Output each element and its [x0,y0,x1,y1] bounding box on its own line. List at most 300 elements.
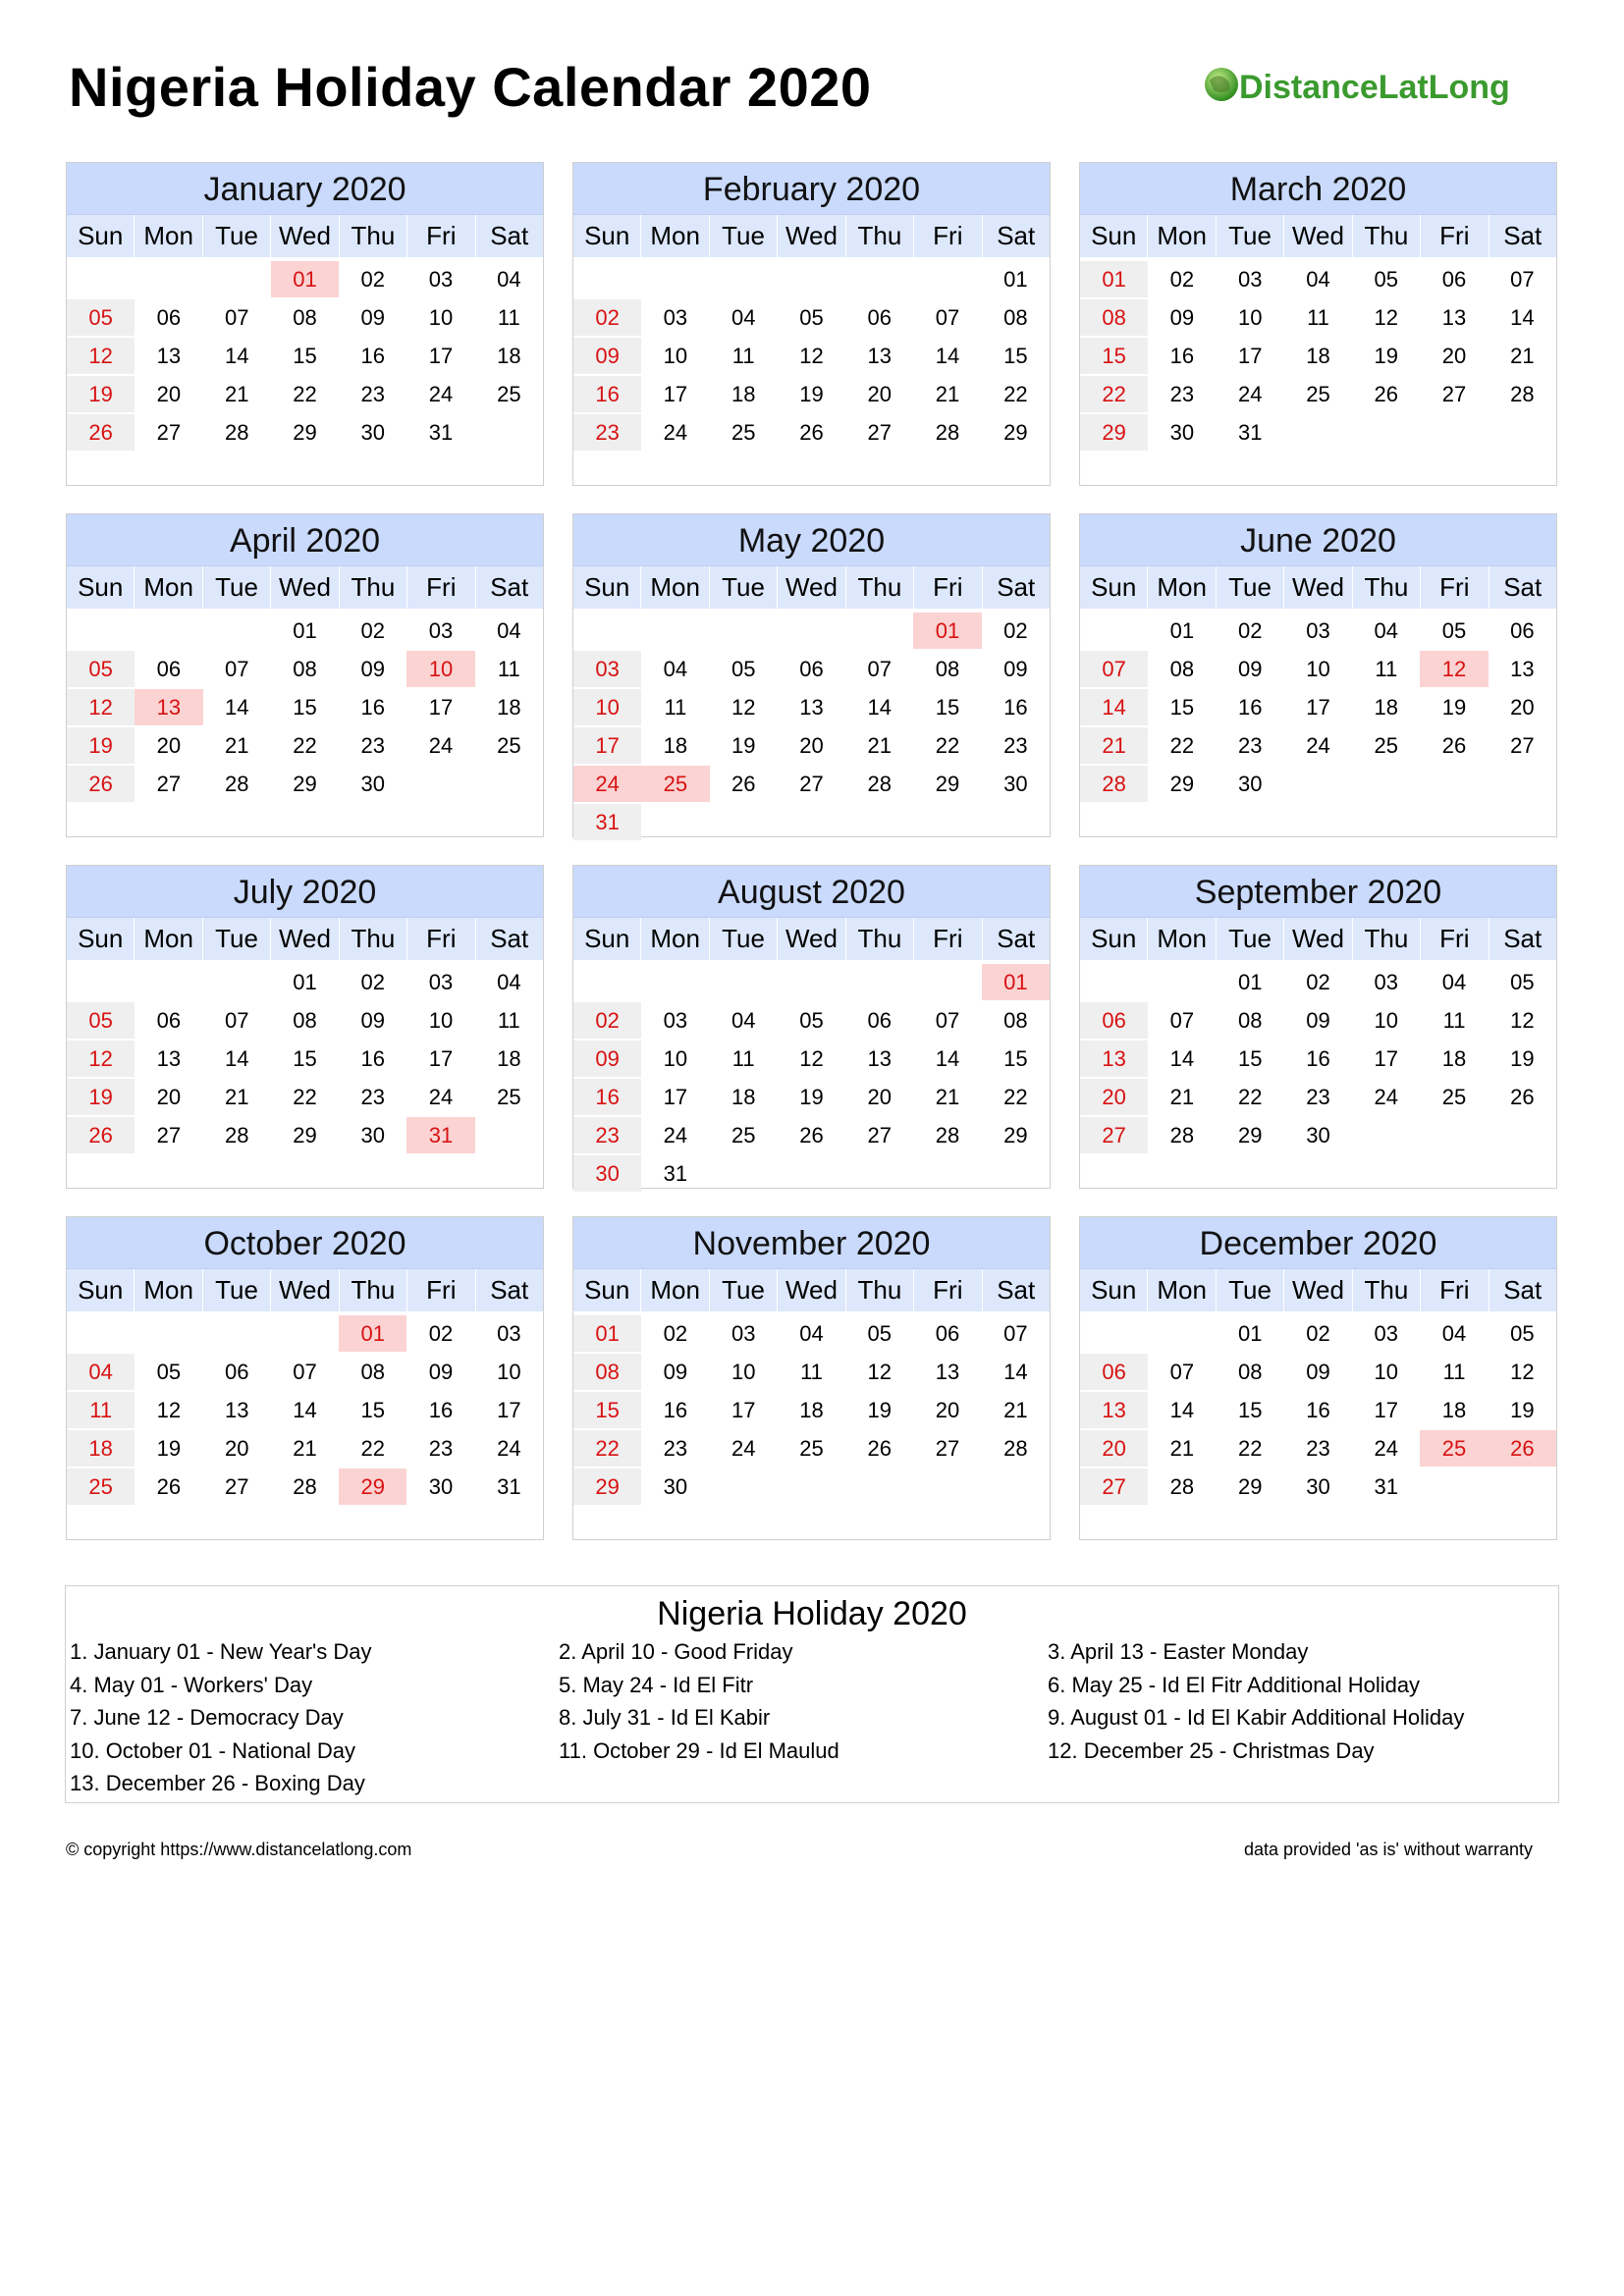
day-cell: 30 [573,1155,641,1192]
week-row [1080,1468,1556,1507]
day-cell: 05 [67,651,135,687]
weekday-label: Fri [1420,1269,1488,1311]
day-cell: 12 [1510,1360,1535,1384]
holiday-list [66,1635,1558,1800]
day-cell: 17 [428,344,454,368]
day-cell: 18 [497,695,521,720]
day-cell: 31 [1237,420,1263,445]
day-cell: 24 [1374,1085,1398,1109]
weekday-label: Tue [202,566,270,609]
day-cell: 21 [1080,727,1148,764]
day-cell: 04 [1306,267,1330,292]
day-cell: 20 [156,382,182,406]
day-cell [135,1315,202,1352]
day-cell [913,1155,981,1192]
day-cell: 29 [1003,420,1028,445]
day-cell: 01 [1080,261,1148,297]
day-cell: 14 [867,695,892,720]
day-cell: 07 [1169,1008,1195,1033]
day-cell: 24 [497,1436,521,1461]
day-cell [1284,414,1352,451]
weekday-label: Sat [1489,1269,1556,1311]
day-cell: 22 [573,1430,641,1467]
day-cell: 12 [1374,305,1398,330]
month-calendar [572,162,1051,486]
week-row [1080,1079,1556,1117]
day-cell: 17 [731,1398,756,1422]
day-cell: 18 [67,1430,135,1467]
day-cell: 18 [731,382,756,406]
day-cell [1352,414,1420,451]
week-row [67,1315,543,1354]
weekday-label: Tue [709,1269,777,1311]
holiday-list-item: 6. May 25 - Id El Fitr Additional Holiday [1048,1672,1421,1697]
day-cell: 14 [935,344,960,368]
day-cell: 12 [1510,1008,1535,1033]
day-cell: 24 [1237,382,1263,406]
day-cell [641,613,709,649]
day-cell [1284,766,1352,802]
day-cell [1489,766,1556,802]
day-cell [845,964,913,1000]
day-cell: 20 [156,733,182,758]
weekday-label: Tue [1216,918,1283,960]
weekday-header-row [67,917,543,960]
day-cell: 24 [731,1436,756,1461]
holiday-day-cell: 01 [339,1315,406,1352]
day-cell [135,613,202,649]
day-cell: 04 [1374,618,1398,643]
day-cell: 12 [67,689,135,725]
weekday-label: Sun [584,572,630,602]
day-cell [913,804,981,840]
weekday-label: Wed [777,566,844,609]
day-cell [203,613,271,649]
day-cell: 26 [156,1474,182,1499]
day-cell: 06 [156,1008,182,1033]
day-cell: 29 [1080,414,1148,451]
day-cell: 09 [1237,657,1263,681]
day-cell: 06 [224,1360,249,1384]
day-cell: 13 [156,1046,182,1071]
day-cell: 15 [1169,695,1195,720]
weekday-label: Tue [202,918,270,960]
day-cell: 23 [1306,1085,1330,1109]
week-row [67,1079,543,1117]
weekday-label: Sun [584,221,630,250]
day-cell: 22 [360,1436,385,1461]
day-cell: 07 [1080,651,1148,687]
week-row [1080,1315,1556,1354]
day-cell: 05 [1510,1321,1535,1346]
day-cell: 09 [573,1041,641,1077]
day-cell: 06 [1510,618,1535,643]
week-row [573,1315,1050,1354]
weekday-label: Thu [339,215,406,257]
day-cell: 16 [360,1046,385,1071]
week-row [67,261,543,299]
day-cell: 14 [224,344,249,368]
day-cell: 04 [1441,970,1467,994]
day-cell: 12 [156,1398,182,1422]
weekday-header-row [67,565,543,609]
week-row [573,727,1050,766]
day-cell: 04 [731,1008,756,1033]
day-cell: 07 [935,1008,960,1033]
day-cell: 12 [867,1360,892,1384]
day-cell: 04 [497,267,521,292]
day-cell: 06 [156,305,182,330]
day-cell: 27 [156,420,182,445]
weekday-label: Thu [845,1269,913,1311]
day-cell: 27 [867,420,892,445]
weekday-label: Mon [1147,215,1215,257]
week-row [67,1430,543,1468]
day-cell: 02 [360,970,385,994]
day-cell: 21 [224,1085,249,1109]
day-cell: 06 [1441,267,1467,292]
month-calendar [1079,1216,1557,1540]
day-cell: 18 [1374,695,1398,720]
weekday-label: Mon [134,918,201,960]
week-row [1080,689,1556,727]
weekday-header-row [1080,1268,1556,1311]
week-row [1080,1430,1556,1468]
week-row [1080,613,1556,651]
day-cell: 13 [1080,1041,1148,1077]
week-row [1080,727,1556,766]
week-row [1080,766,1556,804]
day-cell: 05 [67,299,135,336]
month-calendar [572,1216,1051,1540]
day-cell [982,1155,1050,1192]
day-cell [1489,1117,1556,1153]
day-cell: 13 [1510,657,1535,681]
day-cell [845,261,913,297]
weekday-label: Tue [1216,566,1283,609]
month-title: September 2020 [1080,866,1556,917]
day-cell: 03 [428,267,454,292]
day-cell: 19 [67,727,135,764]
day-cell [475,1117,543,1153]
day-cell: 29 [573,1468,641,1505]
day-cell: 15 [1237,1046,1263,1071]
day-cell: 02 [428,1321,454,1346]
day-cell: 23 [1169,382,1195,406]
month-title: January 2020 [67,163,543,214]
holiday-day-cell: 29 [339,1468,406,1505]
day-cell: 26 [799,420,824,445]
day-cell: 31 [497,1474,521,1499]
day-cell: 13 [867,1046,892,1071]
week-row [1080,1002,1556,1041]
day-cell: 13 [1441,305,1467,330]
weekday-label: Sat [475,215,543,257]
holiday-day-cell: 26 [1489,1430,1556,1467]
day-cell: 15 [1237,1398,1263,1422]
day-cell: 15 [1080,338,1148,374]
weekday-label: Thu [1352,918,1420,960]
weekday-header-row [67,214,543,257]
day-cell: 20 [1080,1430,1148,1467]
day-cell: 09 [1306,1360,1330,1384]
day-cell: 26 [867,1436,892,1461]
day-cell: 09 [573,338,641,374]
day-cell [1352,766,1420,802]
month-calendar [572,513,1051,837]
day-cell: 05 [1510,970,1535,994]
day-cell: 20 [1441,344,1467,368]
day-cell: 11 [497,657,520,681]
day-cell [1489,414,1556,451]
holiday-list-item: 12. December 25 - Christmas Day [1048,1737,1375,1763]
day-cell: 21 [224,733,249,758]
weekday-label: Mon [1147,1269,1215,1311]
weekday-label: Tue [1216,215,1283,257]
day-cell: 05 [799,305,824,330]
week-row [67,338,543,376]
day-cell: 20 [867,1085,892,1109]
week-row [573,1468,1050,1507]
day-cell: 16 [1003,695,1028,720]
day-cell: 08 [1080,299,1148,336]
week-row [573,1117,1050,1155]
weekday-label: Wed [270,918,338,960]
day-cell [1148,1315,1216,1352]
day-cell: 04 [799,1321,824,1346]
day-cell: 21 [935,382,960,406]
weekday-label: Sun [1091,1275,1137,1305]
day-cell: 18 [1441,1398,1467,1422]
month-title: May 2020 [573,514,1050,565]
day-cell: 10 [1374,1008,1398,1033]
weekday-label: Tue [202,1269,270,1311]
weekday-label: Mon [134,215,201,257]
day-cell: 10 [1374,1360,1398,1384]
day-cell: 20 [156,1085,182,1109]
weekday-header-row [1080,214,1556,257]
day-cell: 08 [1237,1360,1263,1384]
day-cell [710,1155,778,1192]
day-cell: 02 [1306,970,1330,994]
day-cell: 03 [1374,970,1398,994]
day-cell [203,1315,271,1352]
day-cell: 30 [663,1474,688,1499]
day-cell: 08 [1003,305,1028,330]
weekday-label: Fri [406,1269,474,1311]
weekday-label: Fri [913,918,981,960]
day-cell: 07 [1169,1360,1195,1384]
day-cell: 09 [428,1360,454,1384]
day-cell: 25 [1374,733,1398,758]
day-cell: 10 [497,1360,521,1384]
day-cell [1080,613,1148,649]
weekday-label: Fri [913,215,981,257]
weekday-label: Sat [1489,215,1556,257]
week-row [67,1354,543,1392]
week-row [1080,1041,1556,1079]
day-cell: 15 [1003,1046,1028,1071]
day-cell: 18 [1441,1046,1467,1071]
week-row [67,727,543,766]
day-cell: 31 [1374,1474,1398,1499]
day-cell [641,964,709,1000]
day-cell: 07 [1510,267,1535,292]
day-cell: 15 [360,1398,385,1422]
day-cell: 04 [663,657,688,681]
day-cell [1148,964,1216,1000]
weekday-label: Sun [584,924,630,953]
weekday-label: Sun [1091,572,1137,602]
day-cell: 14 [293,1398,317,1422]
holiday-list-item: 10. October 01 - National Day [70,1737,356,1763]
day-cell: 20 [224,1436,249,1461]
day-cell: 31 [573,804,641,840]
day-cell [573,261,641,297]
day-cell: 21 [224,382,249,406]
day-cell: 10 [573,689,641,725]
day-cell: 03 [731,1321,756,1346]
month-title: March 2020 [1080,163,1556,214]
day-cell [641,804,709,840]
day-cell: 08 [293,1008,317,1033]
day-cell: 02 [1169,267,1195,292]
day-cell: 26 [1510,1085,1535,1109]
week-row [1080,414,1556,453]
day-cell: 18 [497,344,521,368]
day-cell [982,804,1050,840]
day-cell: 06 [1080,1002,1148,1039]
weekday-label: Wed [1283,918,1351,960]
weekday-label: Thu [1352,215,1420,257]
day-cell: 09 [360,1008,385,1033]
weekday-label: Tue [709,566,777,609]
day-cell [982,1468,1050,1505]
day-cell: 03 [663,1008,688,1033]
day-cell [710,964,778,1000]
day-cell: 02 [1306,1321,1330,1346]
day-cell: 27 [1080,1468,1148,1505]
day-cell: 02 [360,267,385,292]
weekday-label: Thu [339,918,406,960]
day-cell: 15 [573,1392,641,1428]
day-cell: 04 [1441,1321,1467,1346]
weekday-header-row [1080,917,1556,960]
week-row [67,613,543,651]
weekday-label: Thu [845,566,913,609]
day-cell: 22 [1080,376,1148,412]
day-cell: 15 [935,695,960,720]
month-calendar [66,162,544,486]
day-cell: 29 [1169,772,1195,796]
day-cell: 01 [1003,267,1028,292]
day-cell: 18 [731,1085,756,1109]
day-cell: 09 [1003,657,1028,681]
day-cell: 07 [224,657,249,681]
weekday-label: Sat [982,1269,1050,1311]
week-row [1080,299,1556,338]
day-cell: 25 [1306,382,1330,406]
day-cell: 19 [731,733,756,758]
day-cell: 22 [1003,1085,1028,1109]
day-cell: 14 [935,1046,960,1071]
day-cell: 19 [67,1079,135,1115]
weekday-label: Sat [1489,566,1556,609]
week-row [67,414,543,453]
day-cell: 28 [293,1474,317,1499]
day-cell: 24 [428,733,454,758]
month-title: November 2020 [573,1217,1050,1268]
day-cell: 23 [1237,733,1263,758]
day-cell: 21 [293,1436,317,1461]
weekday-label: Mon [640,918,708,960]
day-cell: 20 [799,733,824,758]
day-cell [67,964,135,1000]
day-cell [778,804,845,840]
day-cell: 21 [867,733,892,758]
week-row [1080,1354,1556,1392]
day-cell: 22 [293,1085,317,1109]
holiday-list-item: 11. October 29 - Id El Maulud [559,1737,839,1763]
day-cell [203,964,271,1000]
day-cell: 16 [663,1398,688,1422]
day-cell: 19 [1441,695,1467,720]
day-cell: 27 [224,1474,249,1499]
day-cell: 22 [1003,382,1028,406]
week-row [573,964,1050,1002]
day-cell: 16 [1169,344,1195,368]
day-cell: 08 [293,305,317,330]
day-cell: 30 [360,420,385,445]
day-cell: 19 [799,382,824,406]
holiday-list-item: 1. January 01 - New Year's Day [70,1639,372,1664]
day-cell: 30 [360,1123,385,1148]
week-row [573,1354,1050,1392]
brand-logo [1200,47,1534,116]
day-cell: 04 [497,618,521,643]
day-cell: 19 [1510,1398,1535,1422]
holiday-list-item: 7. June 12 - Democracy Day [70,1705,344,1730]
day-cell: 18 [1306,344,1330,368]
holiday-day-cell: 25 [1420,1430,1488,1467]
day-cell: 09 [1169,305,1195,330]
day-cell: 15 [293,695,317,720]
day-cell: 31 [428,420,454,445]
day-cell: 06 [935,1321,960,1346]
week-row [1080,1117,1556,1155]
day-cell: 26 [731,772,756,796]
weekday-label: Tue [1216,1269,1283,1311]
day-cell: 23 [360,733,385,758]
day-cell: 24 [1306,733,1330,758]
month-title: April 2020 [67,514,543,565]
weekday-label: Thu [845,215,913,257]
day-cell: 14 [224,1046,249,1071]
day-cell: 29 [1003,1123,1028,1148]
holiday-list-item: 9. August 01 - Id El Kabir Additional Holiday [1048,1705,1465,1730]
day-cell: 29 [293,420,317,445]
week-row [573,414,1050,453]
day-cell: 23 [428,1436,454,1461]
day-cell: 27 [1510,733,1535,758]
week-row [573,376,1050,414]
globe-icon [1200,47,1534,116]
weekday-label: Tue [709,918,777,960]
day-cell: 12 [799,1046,824,1071]
holiday-list-item: 5. May 24 - Id El Fitr [559,1672,754,1697]
day-cell: 19 [1510,1046,1535,1071]
week-row [573,1002,1050,1041]
